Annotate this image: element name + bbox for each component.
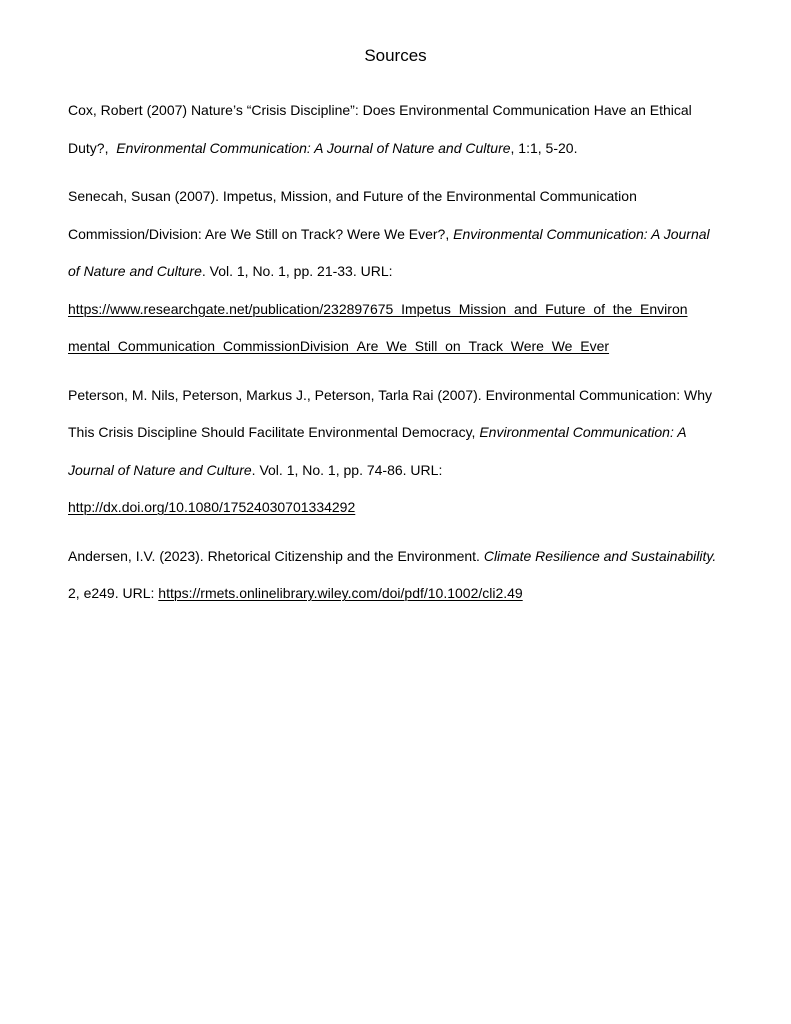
journal-title-italic: Environmental Communication: A Journal [453,225,710,242]
citation-line [68,92,723,130]
citation-text-run: Andersen, I.V. (2023). Rhetorical Citizenship and the Environment. [68,547,484,564]
citation-text-run: Duty?, [68,139,117,156]
citation-line [68,377,723,415]
citation-text-run: Cox, Robert (2007) Nature’s “Crisis Discipline”: Does Environmental Communication Have an Ethical [68,102,692,118]
citation-url-link[interactable]: http://dx.doi.org/10.1080/17524030701334292 [68,499,356,515]
citation-line [68,452,723,490]
citation-line [68,253,723,291]
citation-line [68,328,723,366]
citation-text-run: . Vol. 1, No. 1, pp. 21-33. URL: [201,263,393,279]
citation-text-run: , 1:1, 5-20. [510,139,578,156]
journal-title-italic: Journal of Nature and Culture [68,461,252,478]
citation-line [68,130,723,168]
citation [68,92,723,167]
citation-text-run: . Vol. 1, No. 1, pp. 74-86. URL: [251,461,443,478]
citation-url-link[interactable]: mental_Communication_CommissionDivision_Are_We_Still_on_Track_Were_We_Ever [68,338,610,354]
journal-title-italic: Environmental Communication: A [479,424,687,440]
journal-title-italic: Environmental Communication: A Journal of Nature and Culture [116,139,511,156]
journal-title-italic: of Nature and Culture [68,263,202,279]
citation-url-link[interactable]: https://rmets.onlinelibrary.wiley.com/doi/pdf/10.1002/cli2.49 [158,585,523,601]
citation-line [68,489,723,527]
citation-line [68,216,723,254]
citation-text-run: Senecah, Susan (2007). Impetus, Mission, and Future of the Environmental Communication [68,188,637,204]
page-title: Sources [364,46,427,65]
citation-text-run: This Crisis Discipline Should Facilitate Environmental Democracy, [68,424,480,440]
citation-text-run: Commission/Division: Are We Still on Track? Were We Ever?, [68,225,454,242]
citation-line [68,414,723,452]
citation-text-run: Peterson, M. Nils, Peterson, Markus J., Peterson, Tarla Rai (2007). Environmental Communication: Why [68,386,712,403]
citation-line [68,291,723,329]
citation [68,377,723,527]
citation-line [68,575,723,613]
citation-line [68,178,723,216]
citation [68,178,723,366]
citation [68,538,723,613]
citations-list [68,92,723,613]
citation-text-run: 2, e249. URL: [68,585,159,601]
citation-line [68,538,723,576]
citation-url-link[interactable]: https://www.researchgate.net/publication/232897675_Impetus_Mission_and_Future_of_the_Environ [68,300,688,317]
journal-title-italic: Climate Resilience and Sustainability. [483,547,717,564]
